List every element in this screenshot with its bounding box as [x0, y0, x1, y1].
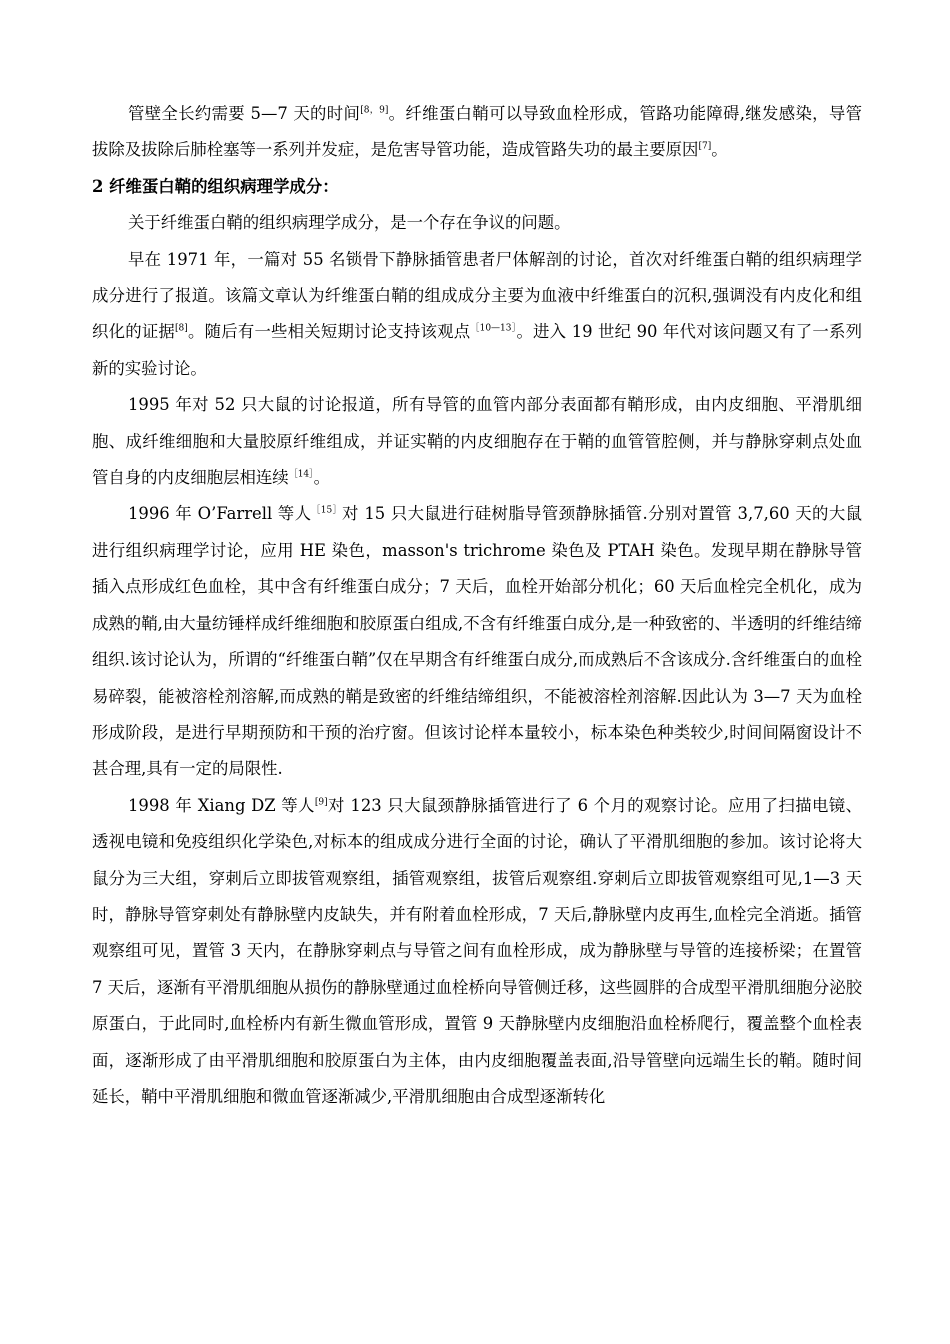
- paragraph-text: 。纤维蛋白鞘可以导致血栓形成，管路功能障碍,继发感染，导管拔除及拔除后肺栓塞等一系列并发症，是危害导管功能，造成管路失功的最主要原因: [92, 104, 862, 160]
- paragraph-text: 对 123 只大鼠颈静脉插管进行了 6 个月的观察讨论。应用了扫描电镜、透视电镜和免疫组织化学染色,对标本的组成成分进行全面的讨论，确认了平滑肌细胞的参加。该讨论将大鼠分为三大组，穿刺后立即拔管观察组，插管观察组，拔管后观察组.穿刺后立即拔管观察组可见,1—3 天时，静脉导管穿刺处有静脉壁内皮缺失，并有附着血栓形成，7 天后,静脉壁内皮再生,血栓完全消逝。插管观察组可见，置管 3 天内，在静脉穿刺点与导管之间有血栓形成，成为静脉壁与导管的连接桥梁；在置管 7 天后，逐渐有平滑肌细胞从损伤的静脉壁通过血栓桥向导管侧迁移，这些圆胖的合成型平滑肌细胞分泌胶原蛋白，于此同时,血栓桥内有新生微血管形成，置管 9 天静脉壁内皮细胞沿血栓桥爬行，覆盖整个血栓表面，逐渐形成了由平滑肌细胞和胶原蛋白为主体，由内皮细胞覆盖表面,沿导管壁向远端生长的鞘。随时间延长，鞘中平滑肌细胞和微血管逐渐减少,平滑肌细胞由合成型逐渐转化: [92, 795, 862, 1106]
- citation-reference: [8，9]: [360, 105, 389, 116]
- section-heading: [92, 169, 862, 205]
- citation-reference: ［15］: [311, 506, 342, 516]
- paragraph-text: 关于纤维蛋白鞘的组织病理学成分，是一个存在争议的问题。: [128, 213, 571, 233]
- citation-reference: [9]: [314, 797, 328, 808]
- body-paragraph: [92, 496, 862, 787]
- paragraph-text: 对 15 只大鼠进行硅树脂导管颈静脉插管.分别对置管 3,7,60 天的大鼠进行组织病理学讨论，应用 HE 染色，masson's trichrome 染色及 PTAH 染色。发现早期在静脉导管插入点形成红色血栓，其中含有纤维蛋白成分；7 天后，血栓开始部分机化；60 天后血栓完全机化，成为成熟的鞘,由大量纺锤样成纤维细胞和胶原蛋白组成,不含有纤维蛋白成分,是一种致密的、半透明的纤维结缔组织.该讨论认为，所谓的“纤维蛋白鞘”仅在早期含有纤维蛋白成分,而成熟后不含该成分.含纤维蛋白的血栓易碎裂，能被溶栓剂溶解,而成熟的鞘是致密的纤维结缔组织，不能被溶栓剂溶解.因此认为 3—7 天为血栓形成阶段，是进行早期预防和干预的治疗窗。但该讨论样本量较小，标本染色种类较少,时间间隔窗设计不甚合理,具有一定的局限性.: [92, 504, 863, 779]
- citation-reference: [8]: [175, 323, 188, 334]
- citation-reference: ［10—13］: [470, 323, 517, 334]
- paragraph-text: 早在 1971 年，一篇对 55 名锁骨下静脉插管患者尸体解剖的讨论，首次对纤维蛋白鞘的组织病理学成分进行了报道。该篇文章认为纤维蛋白鞘的组成成分主要为血液中纤维蛋白的沉积,强调没有内皮化和组织化的证据: [92, 249, 862, 342]
- paragraph-text: 2 纤维蛋白鞘的组织病理学成分：: [92, 176, 339, 196]
- paragraph-text: 1996 年 O’Farrell 等人: [128, 504, 312, 524]
- document-page: [92, 96, 862, 1115]
- body-paragraph: [92, 96, 862, 169]
- citation-reference: ［14］: [288, 469, 314, 480]
- paragraph-text: 。: [313, 468, 331, 488]
- body-paragraph: [92, 387, 862, 496]
- body-paragraph: [92, 242, 862, 388]
- paragraph-text: 。: [711, 140, 728, 160]
- paragraph-text: 1998 年 Xiang DZ 等人: [128, 795, 315, 815]
- citation-reference: [7]: [698, 141, 712, 152]
- body-paragraph: [92, 205, 862, 241]
- paragraph-text: 管壁全长约需要 5—7 天的时间: [128, 104, 361, 123]
- body-paragraph: [92, 788, 862, 1116]
- paragraph-text: 。随后有一些相关短期讨论支持该观点: [187, 322, 471, 342]
- paragraph-text: 。进入 19 世纪 90 年代对该问题又有了一系列新的实验讨论。: [92, 322, 862, 378]
- paragraph-text: 1995 年对 52 只大鼠的讨论报道，所有导管的血管内部分表面都有鞘形成，由内皮细胞、平滑肌细胞、成纤维细胞和大量胶原纤维组成，并证实鞘的内皮细胞存在于鞘的血管管腔侧，并与静脉穿刺点处血管自身的内皮细胞层相连续: [92, 395, 862, 488]
